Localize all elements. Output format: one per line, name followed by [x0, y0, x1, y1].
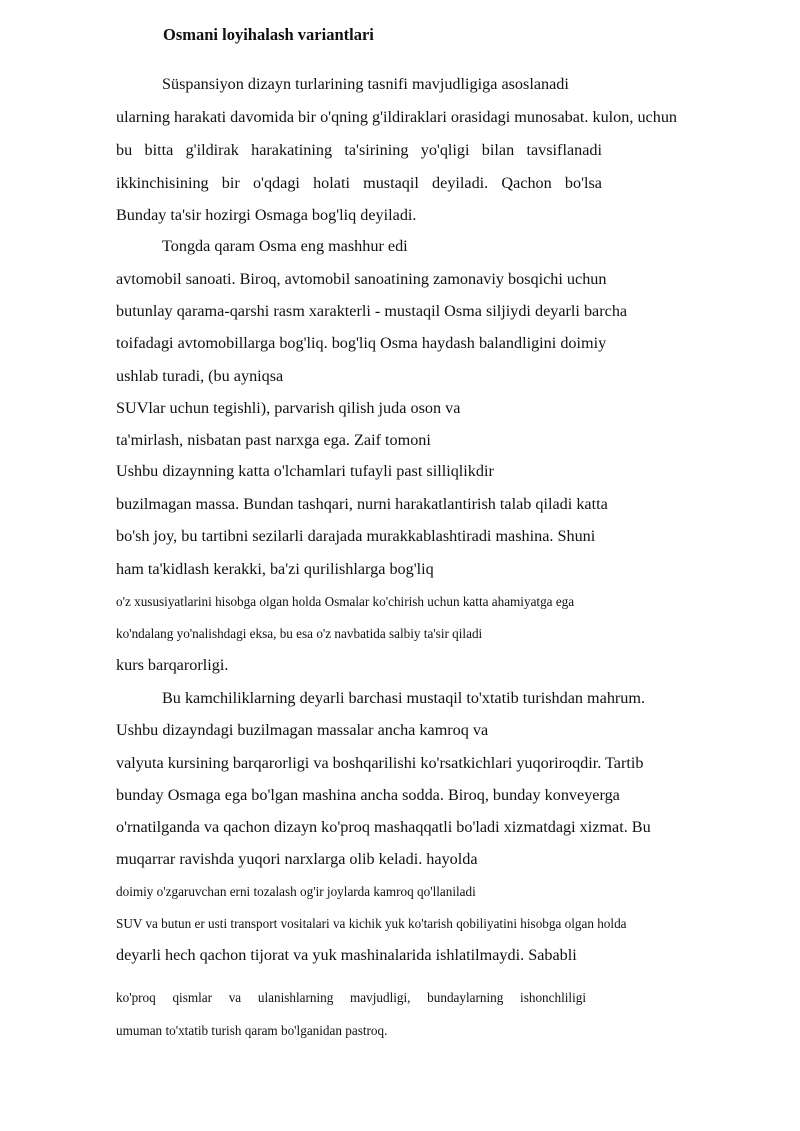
text-line: ikkinchisining bir o'qdagi holati mustaqil deyiladi. Qachon bo'lsa: [116, 174, 602, 192]
text-line: bunday Osmaga ega bo'lgan mashina ancha sodda. Biroq, bunday konveyerga: [116, 786, 620, 804]
text-line: o'rnatilganda va qachon dizayn ko'proq mashaqqatli bo'ladi xizmatdagi xizmat. Bu: [116, 818, 651, 836]
text-line: ko'proq qismlar va ulanishlarning mavjudligi, bundaylarning ishonchliligi: [116, 990, 586, 1005]
text-line: deyarli hech qachon tijorat va yuk mashinalarida ishlatilmaydi. Sababli: [116, 946, 577, 964]
text-line: doimiy o'zgaruvchan erni tozalash og'ir joylarda kamroq qo'llaniladi: [116, 884, 476, 899]
text-line: o'z xususiyatlarini hisobga olgan holda Osmalar ko'chirish uchun katta ahamiyatga ega: [116, 594, 575, 609]
text-line: valyuta kursining barqarorligi va boshqarilishi ko'rsatkichlari yuqoriroqdir. Tartib: [116, 754, 644, 772]
text-line: ta'mirlash, nisbatan past narxga ega. Zaif tomoni: [116, 431, 431, 449]
text-line: ham ta'kidlash kerakki, ba'zi qurilishlarga bog'liq: [116, 560, 434, 578]
text-line: avtomobil sanoati. Biroq, avtomobil sanoatining zamonaviy bosqichi uchun: [116, 270, 607, 288]
text-line: toifadagi avtomobillarga bog'liq. bog'liq Osma haydash balandligini doimiy: [116, 334, 607, 352]
text-line: buzilmagan massa. Bundan tashqari, nurni harakatlantirish talab qiladi katta: [116, 495, 608, 513]
text-line: kurs barqarorligi.: [116, 656, 229, 674]
text-line: Süspansiyon dizayn turlarining tasnifi mavjudligiga asoslanadi: [162, 75, 569, 93]
text-line: Ushbu dizayndagi buzilmagan massalar ancha kamroq va: [116, 721, 489, 739]
text-line: Tongda qaram Osma eng mashhur edi: [162, 237, 408, 255]
text-line: bo'sh joy, bu tartibni sezilarli darajada murakkablashtiradi mashina. Shuni: [116, 527, 596, 545]
page-title: Osmani loyihalash variantlari: [163, 25, 374, 44]
text-line: SUVlar uchun tegishli), parvarish qilish juda oson va: [116, 399, 461, 417]
text-line: ko'ndalang yo'nalishdagi eksa, bu esa o'z navbatida salbiy ta'sir qiladi: [116, 626, 483, 641]
text-line: umuman to'xtatib turish qaram bo'lganidan pastroq.: [116, 1023, 388, 1038]
text-line: butunlay qarama-qarshi rasm xarakterli - mustaqil Osma siljiydi deyarli barcha: [116, 302, 628, 320]
text-line: Ushbu dizaynning katta o'lchamlari tufayli past silliqlikdir: [116, 462, 494, 480]
text-line: Bunday ta'sir hozirgi Osmaga bog'liq deyiladi.: [116, 206, 417, 224]
text-line: Bu kamchiliklarning deyarli barchasi mustaqil to'xtatib turishdan mahrum.: [162, 689, 646, 707]
text-line: ushlab turadi, (bu ayniqsa: [116, 367, 284, 385]
text-line: SUV va butun er usti transport vositalari va kichik yuk ko'tarish qobiliyatini hisobga olgan holda: [116, 916, 627, 931]
text-line: ularning harakati davomida bir o'qning g'ildiraklari orasidagi munosabat. kulon, uchun: [116, 108, 678, 126]
text-line: bu bitta g'ildirak harakatining ta'sirining yo'qligi bilan tavsiflanadi: [116, 141, 602, 159]
text-line: muqarrar ravishda yuqori narxlarga olib keladi. hayolda: [116, 850, 478, 868]
